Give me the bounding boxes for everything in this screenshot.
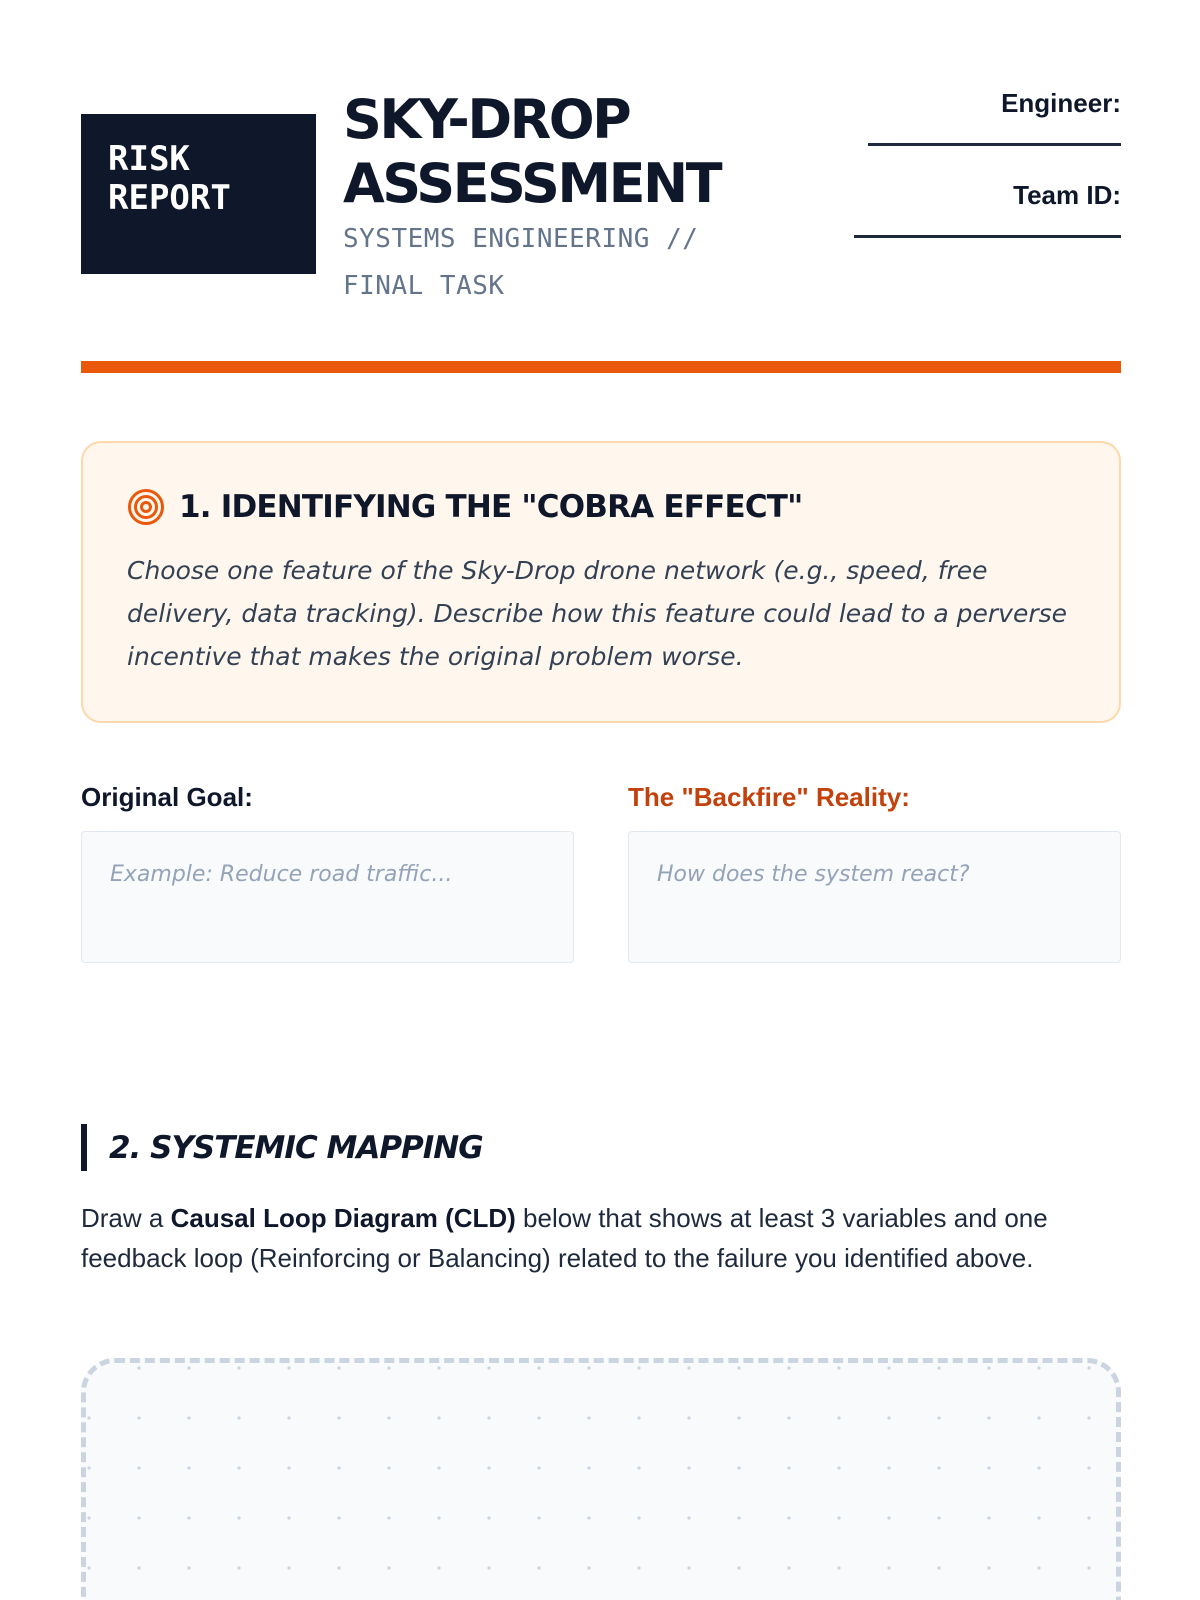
section-2-text-start: Draw a [81,1203,171,1233]
badge-line-1: RISK [108,139,190,179]
subtitle-line-2: FINAL TASK [343,271,505,301]
report-header [81,88,1121,318]
team-id-blank-line[interactable] [854,235,1121,238]
section-2-instructions [81,1198,1121,1278]
backfire-label: The "Backfire" Reality: [628,782,910,812]
worksheet-page [81,0,1121,1600]
badge-line-2: REPORT [108,178,231,218]
cobra-effect-card [81,441,1121,723]
page-title-line-1: SKY-DROP [343,88,630,151]
section-2-text-end: below that shows at least 3 variables and one feedback loop (Reinforcing or Balancing) related to the failure you identified above. [81,1203,1048,1273]
engineer-field [821,88,1121,146]
page-title [343,88,783,216]
engineer-blank-line[interactable] [868,143,1121,146]
backfire-field [628,782,1121,963]
title-block [343,88,783,310]
page-title-line-2: ASSESSMENT [343,152,721,215]
page-subtitle [343,216,783,310]
engineer-label: Engineer: [1001,88,1121,118]
team-id-field [821,180,1121,238]
backfire-input[interactable]: How does the system react? [628,831,1121,963]
section-2-text-bold: Causal Loop Diagram (CLD) [170,1203,516,1233]
original-goal-label: Original Goal: [81,782,253,812]
original-goal-input[interactable]: Example: Reduce road traffic... [81,831,574,963]
subtitle-line-1: SYSTEMS ENGINEERING // [343,224,699,254]
section-1-instructions: Choose one feature of the Sky-Drop drone network (e.g., speed, free delivery, data tracking). Describe how this feature could lead to a perverse incentive that makes the original problem worse. [127,556,1068,671]
original-goal-field [81,782,574,963]
team-id-label: Team ID: [1013,180,1121,210]
section-2-title: 2. SYSTEMIC MAPPING [81,1124,483,1171]
card-header [127,487,1075,527]
header-divider [81,361,1121,373]
risk-report-badge [81,114,316,274]
section-1-title: 1. IDENTIFYING THE "COBRA EFFECT" [179,489,803,525]
cld-drawing-area[interactable] [81,1358,1121,1600]
target-icon [127,488,165,526]
